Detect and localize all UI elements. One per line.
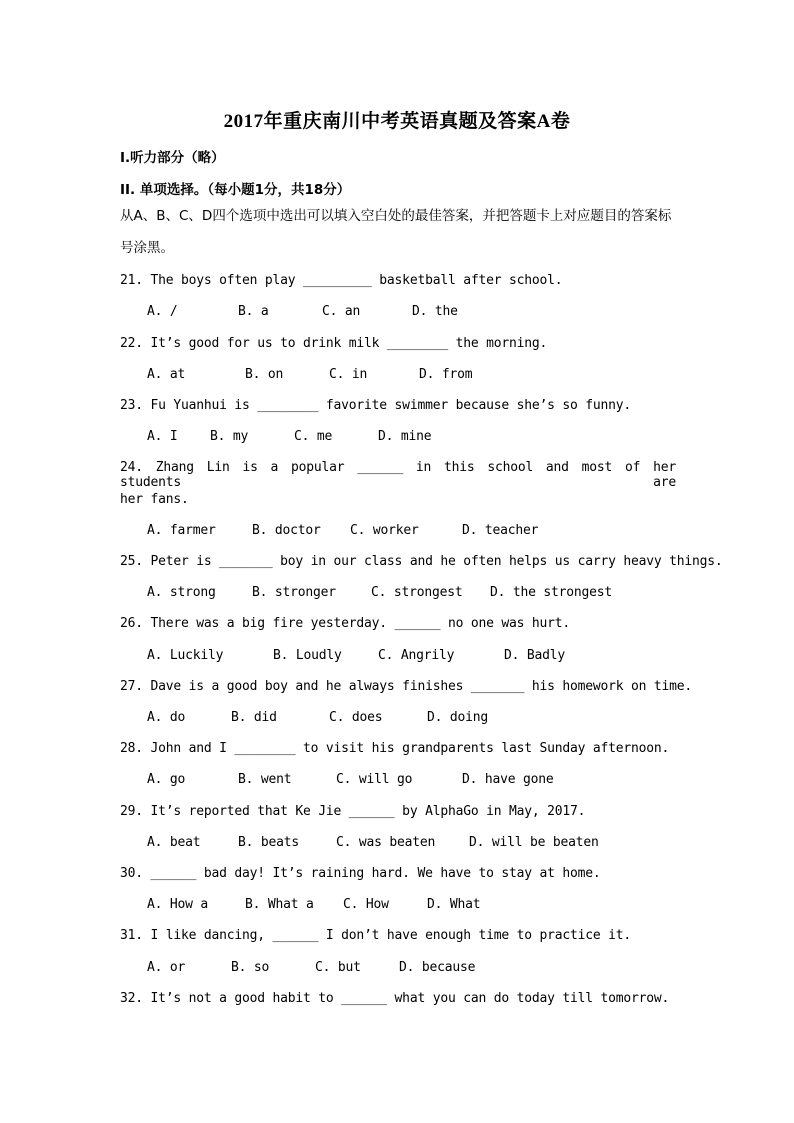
question-30-option-a: A. How a <box>147 897 209 912</box>
question-30-stem: 30. ______ bad day! It’s raining hard. We have to stay at home. <box>120 866 601 881</box>
question-24-stem-continued: her fans. <box>120 492 189 507</box>
question-21-option-d: D. the <box>412 304 458 319</box>
question-29-stem: 29. It’s reported that Ke Jie ______ by AlphaGo in May, 2017. <box>120 804 586 819</box>
question-22-option-d: D. from <box>419 367 473 382</box>
question-22-stem: 22. It’s good for us to drink milk ________ the morning. <box>120 336 548 351</box>
question-24-option-b: B. doctor <box>252 523 321 538</box>
question-28-option-a: A. go <box>147 772 186 787</box>
question-28-stem: 28. John and I ________ to visit his grandparents last Sunday afternoon. <box>120 741 670 756</box>
question-26-option-b: B. Loudly <box>273 648 342 663</box>
instruction-text: 从A、B、C、D四个选项中选出可以填入空白处的最佳答案，并把答题卡上对应题目的答案标号涂黑。 <box>120 208 672 256</box>
question-23-option-b: B. my <box>210 429 249 444</box>
question-21-option-c: C. an <box>322 304 361 319</box>
question-30-option-d: D. What <box>427 897 481 912</box>
question-29-option-c: C. was beaten <box>336 835 436 850</box>
question-25-option-a: A. strong <box>147 585 216 600</box>
question-22-option-c: C. in <box>329 367 368 382</box>
question-24-option-c: C. worker <box>350 523 419 538</box>
question-30-option-b: B. What a <box>245 897 314 912</box>
question-28-option-b: B. went <box>238 772 292 787</box>
question-24-option-a: A. farmer <box>147 523 216 538</box>
question-22-option-a: A. at <box>147 367 186 382</box>
question-31-stem: 31. I like dancing, ______ I don’t have enough time to practice it. <box>120 928 631 943</box>
question-25-option-d: D. the strongest <box>490 585 613 600</box>
question-28-option-d: D. have gone <box>462 772 554 787</box>
question-26-stem: 26. There was a big fire yesterday. ______ no one was hurt. <box>120 616 570 631</box>
question-31-option-b: B. so <box>231 960 270 975</box>
question-21-option-b: B. a <box>238 304 269 319</box>
question-26-option-a: A. Luckily <box>147 648 224 663</box>
question-21-stem: 21. The boys often play _________ basketball after school. <box>120 273 563 288</box>
question-22-option-b: B. on <box>245 367 284 382</box>
question-24-option-d: D. teacher <box>462 523 539 538</box>
question-27-option-a: A. do <box>147 710 186 725</box>
question-28-option-c: C. will go <box>336 772 413 787</box>
question-23-option-c: C. me <box>294 429 333 444</box>
question-26-option-c: C. Angrily <box>378 648 455 663</box>
question-27-stem: 27. Dave is a good boy and he always finishes _______ his homework on time. <box>120 679 692 694</box>
question-23-option-d: D. mine <box>378 429 432 444</box>
question-25-option-b: B. stronger <box>252 585 336 600</box>
section-listening-heading: I.听力部分（略） <box>120 150 225 166</box>
question-26-option-d: D. Badly <box>504 648 566 663</box>
question-23-option-a: A. I <box>147 429 178 444</box>
question-29-option-a: A. beat <box>147 835 201 850</box>
question-25-option-c: C. strongest <box>371 585 463 600</box>
question-21-option-a: A. / <box>147 304 178 319</box>
question-30-option-c: C. How <box>343 897 389 912</box>
question-31-option-d: D. because <box>399 960 476 975</box>
question-24-stem: 24. Zhang Lin is a popular ______ in this school and most of her students are <box>120 460 676 490</box>
section-single-choice-heading: II. 单项选择。（每小题1分，共18分） <box>120 182 351 198</box>
question-23-stem: 23. Fu Yuanhui is ________ favorite swimmer because she’s so funny. <box>120 398 631 413</box>
question-29-option-d: D. will be beaten <box>469 835 599 850</box>
question-27-option-d: D. doing <box>427 710 489 725</box>
question-25-stem: 25. Peter is _______ boy in our class and he often helps us carry heavy things. <box>120 554 723 569</box>
question-31-option-c: C. but <box>315 960 361 975</box>
question-29-option-b: B. beats <box>238 835 300 850</box>
question-27-option-c: C. does <box>329 710 383 725</box>
question-27-option-b: B. did <box>231 710 277 725</box>
question-32-stem: 32. It’s not a good habit to ______ what you can do today till tomorrow. <box>120 991 670 1006</box>
page-title: 2017年重庆南川中考英语真题及答案A卷 <box>223 111 571 132</box>
question-31-option-a: A. or <box>147 960 186 975</box>
